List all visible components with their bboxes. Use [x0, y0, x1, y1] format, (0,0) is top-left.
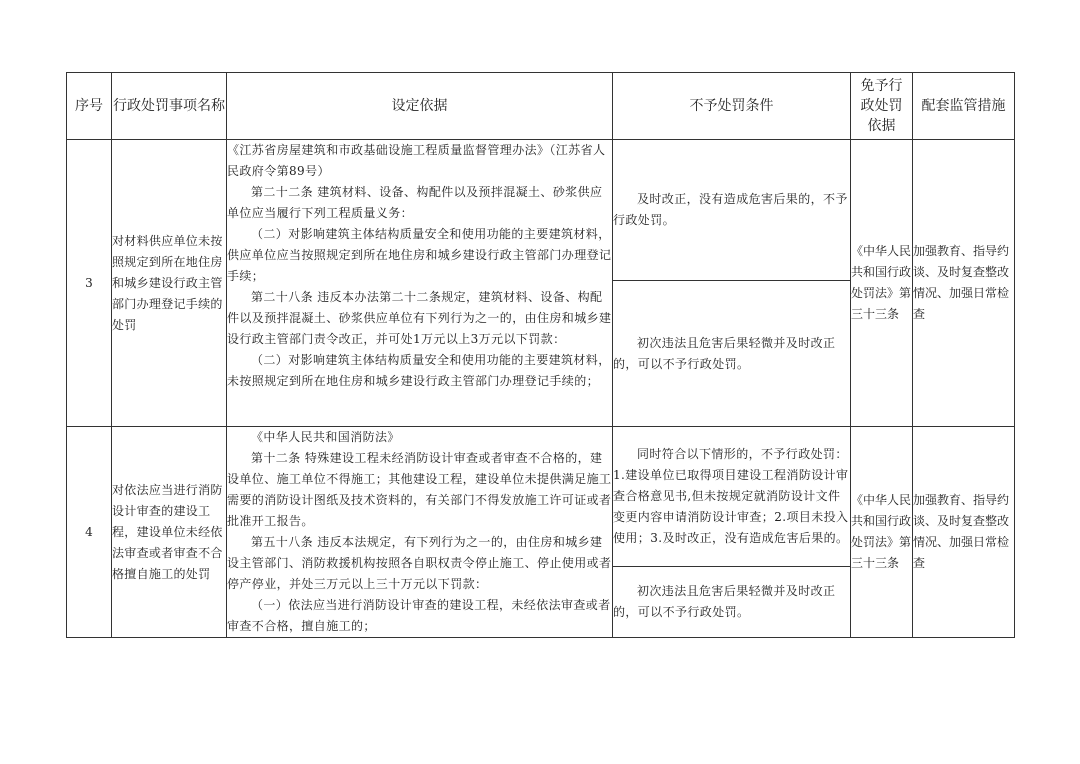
basis-paragraph: （二）对影响建筑主体结构质量安全和使用功能的主要建筑材料，未按照规定到所在地住房和城乡建设行政主管部门办理登记手续的；: [227, 353, 611, 388]
header-no: 序号: [67, 73, 112, 140]
basis-paragraph: 第十二条 特殊建设工程未经消防设计审查或者审查不合格的，建设单位、施工单位不得施工；其他建设工程，建设单位未提供满足施工需要的消防设计图纸及技术资料的，有关部门不得发放施工许可证或者批准开工报告。: [227, 451, 612, 528]
row-number: 4: [67, 427, 112, 638]
header-measures: 配套监管措施: [913, 73, 1015, 140]
exempt-basis: 《中华人民共和国行政处罚法》第三十三条: [851, 427, 913, 638]
basis-cell: [227, 427, 613, 638]
basis-paragraph: 第五十八条 违反本法规定，有下列行为之一的，由住房和城乡建设主管部门、消防救援机构按照各自职权责令停止施工、停止使用或者停产停业，并处三万元以上三十万元以下罚款：: [227, 535, 612, 591]
basis-paragraph: 《江苏省房屋建筑和市政基础设施工程质量监督管理办法》（江苏省人民政府令第89号）: [227, 143, 606, 178]
condition-cell: [613, 281, 851, 427]
header-basis: 设定依据: [227, 73, 613, 140]
supervision-measures: 加强教育、指导约谈、及时复查整改情况、加强日常检查: [913, 427, 1015, 638]
condition-text: 初次违法且危害后果轻微并及时改正的，可以不予行政处罚。: [613, 335, 836, 371]
condition-cell: [613, 566, 851, 637]
penalty-exemption-table: [66, 72, 1015, 638]
row-number: 3: [67, 140, 112, 427]
condition-cell: [613, 140, 851, 281]
table-row: [67, 427, 1015, 567]
basis-cell: [227, 140, 613, 427]
basis-paragraph: 第二十八条 违反本办法第二十二条规定，建筑材料、设备、构配件以及预拌混凝土、砂浆供应单位有下列行为之一的，由住房和城乡建设行政主管部门责令改正，并可处1万元以上3万元以下罚款：: [227, 290, 612, 346]
condition-text: 初次违法且危害后果轻微并及时改正的，可以不予行政处罚。: [613, 583, 836, 619]
header-exempt-basis: 免予行政处罚依据: [851, 73, 913, 140]
exempt-basis: 《中华人民共和国行政处罚法》第三十三条: [851, 140, 913, 427]
condition-text: 同时符合以下情形的，不予行政处罚：1.建设单位已取得项目建设工程消防设计审查合格意见书,但未按规定就消防设计文件变更内容申请消防设计审查；2.项目未投入使用；3.及时改正，没有造成危害后果的。: [613, 446, 849, 545]
basis-paragraph: 《中华人民共和国消防法》: [251, 430, 400, 444]
table-row: [67, 140, 1015, 281]
penalty-item-name: 对材料供应单位未按照规定到所在地住房和城乡建设行政主管部门办理登记手续的处罚: [112, 140, 227, 427]
penalty-item-name: 对依法应当进行消防设计审查的建设工程，建设单位未经依法审查或者审查不合格擅自施工的处罚: [112, 427, 227, 638]
condition-text: 及时改正，没有造成危害后果的，不予行政处罚。: [613, 192, 848, 227]
condition-cell: [613, 427, 851, 567]
header-conditions: 不予处罚条件: [613, 73, 851, 140]
supervision-measures: 加强教育、指导约谈、及时复查整改情况、加强日常检查: [913, 140, 1015, 427]
basis-paragraph: （一）依法应当进行消防设计审查的建设工程，未经依法审查或者审查不合格，擅自施工的；: [227, 598, 611, 633]
basis-paragraph: （二）对影响建筑主体结构质量安全和使用功能的主要建筑材料，供应单位应当按照规定到所在地住房和城乡建设行政主管部门办理登记手续；: [227, 227, 612, 283]
header-item-name: 行政处罚事项名称: [112, 73, 227, 140]
header-row: [67, 73, 1015, 140]
basis-paragraph: 第二十二条 建筑材料、设备、构配件以及预拌混凝土、砂浆供应单位应当履行下列工程质量义务：: [227, 185, 603, 220]
